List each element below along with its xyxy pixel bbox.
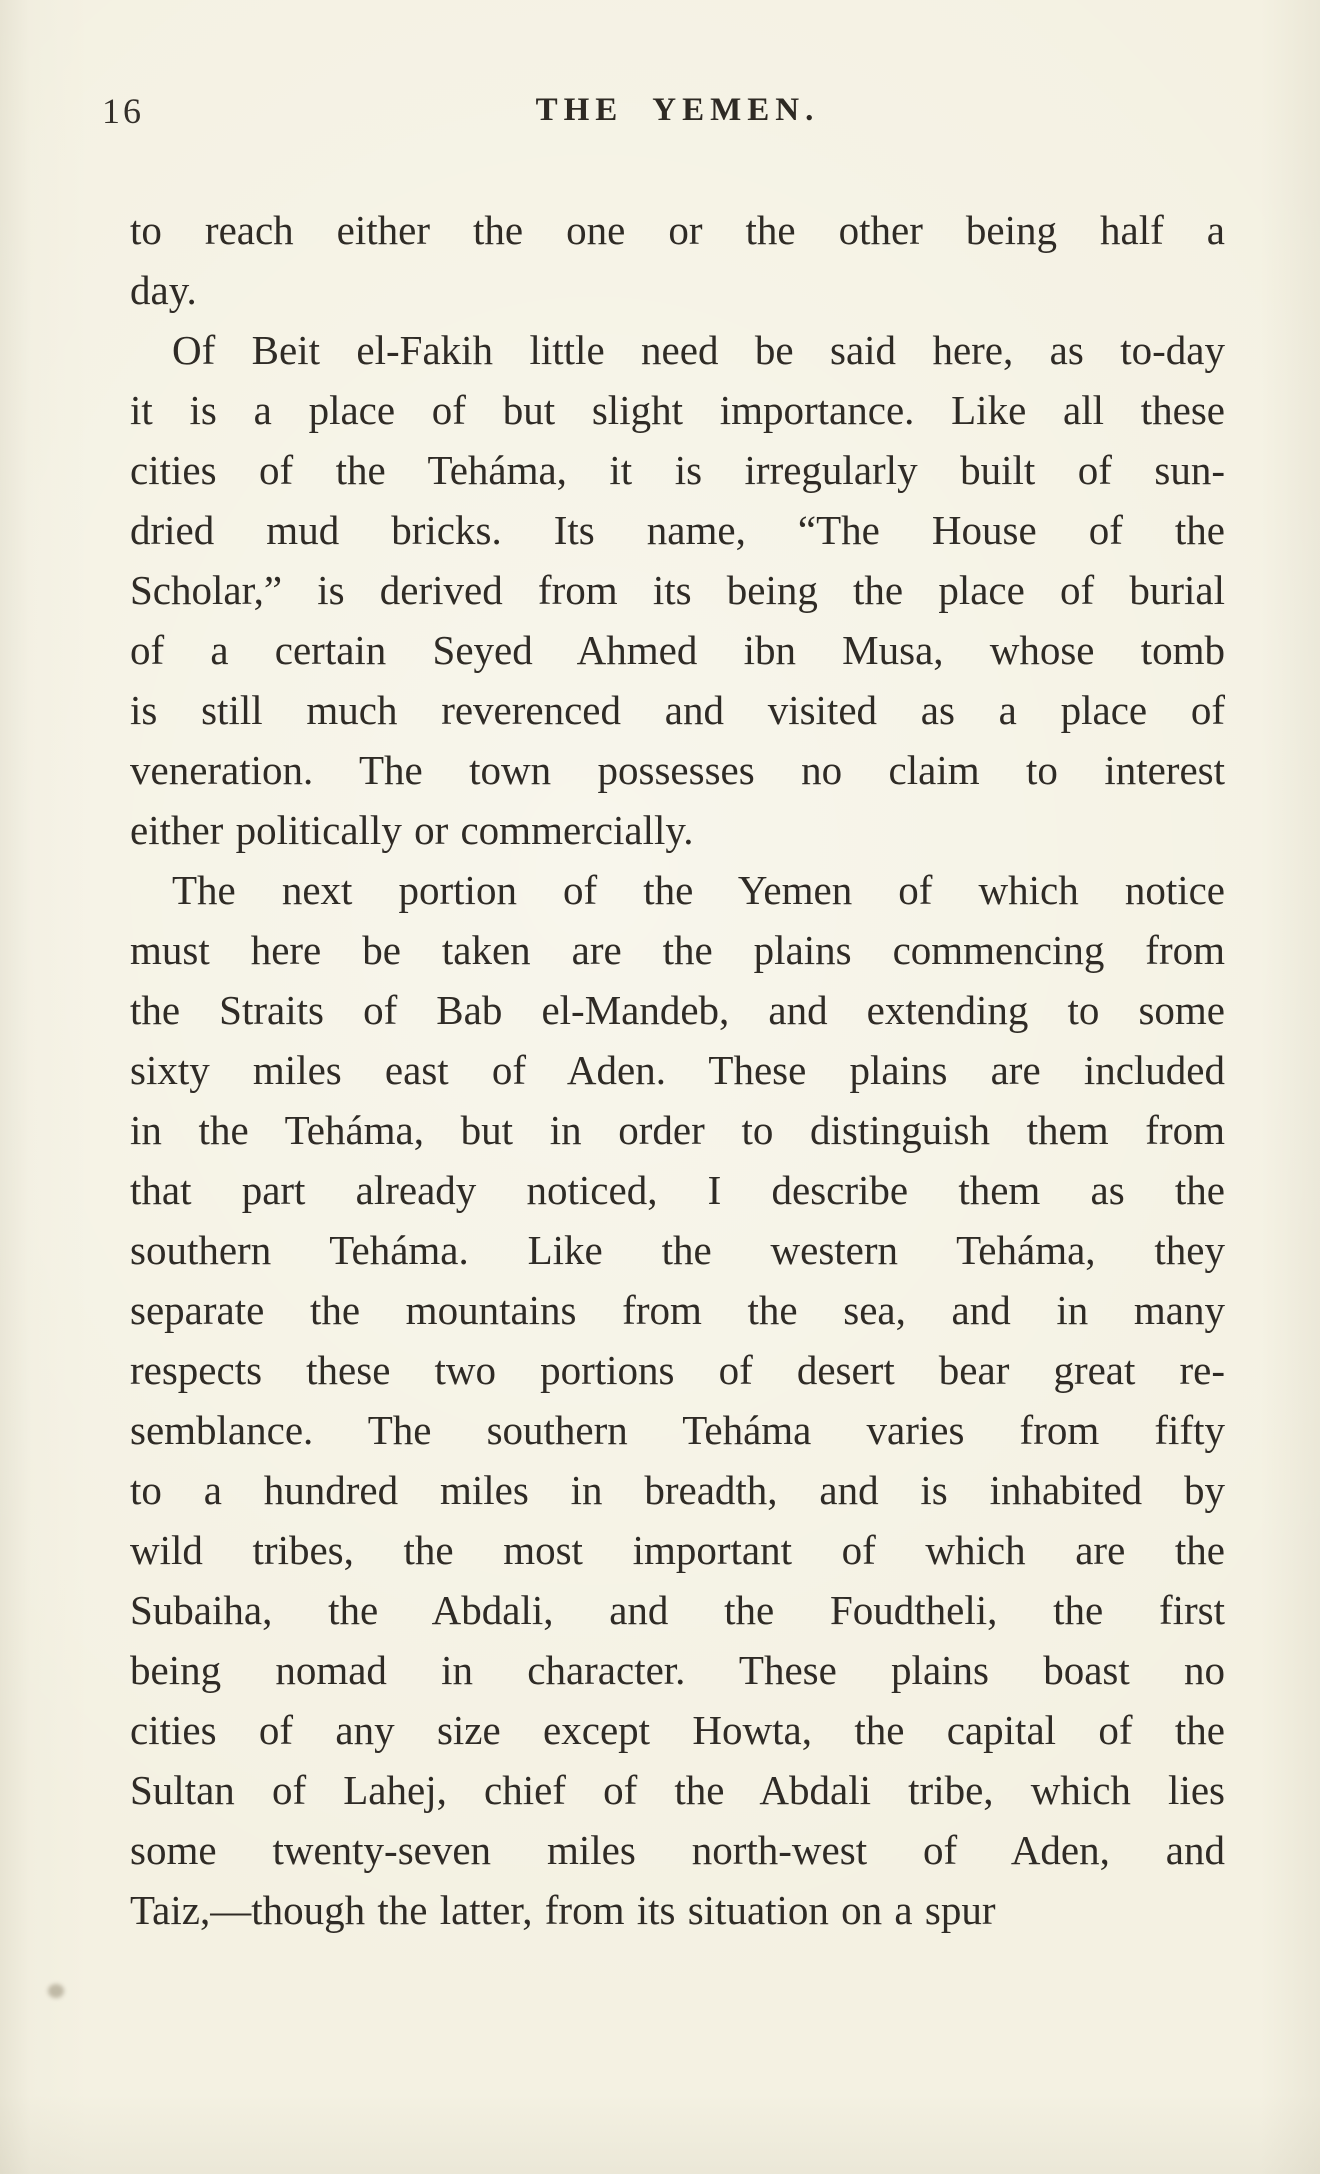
text-line: dried mud bricks. Its name, “The House of the [130,507,1225,553]
text-line: of a certain Seyed Ahmed ibn Musa, whose tomb [130,627,1225,673]
text-line: is still much reverenced and visited as a place of [130,687,1225,733]
text-line: either politically or commercially. [130,807,694,853]
text-line: semblance. The southern Teháma varies from fifty [130,1407,1225,1453]
page-header [0,0,1320,138]
header-title: THE YEMEN. [535,92,820,128]
page-number: 16 [102,91,144,131]
text-line: Sultan of Lahej, chief of the Abdali tribe, which lies [130,1767,1225,1813]
text-line: in the Teháma, but in order to distinguish them from [130,1107,1225,1153]
text-line: the Straits of Bab el-Mandeb, and extending to some [130,987,1225,1033]
text-line: Of Beit el-Fakih little need be said here, as to-day [172,327,1225,373]
text-line: to a hundred miles in breadth, and is inhabited by [130,1467,1225,1513]
text-line: Subaiha, the Abdali, and the Foudtheli, the first [130,1587,1225,1633]
text-line: some twenty-seven miles north-west of Aden, and [130,1827,1225,1873]
text-line: to reach either the one or the other being half a [130,207,1225,253]
paragraph [130,320,1225,860]
text-line: Scholar,” is derived from its being the place of burial [130,567,1225,613]
paragraph [130,860,1225,1940]
text-line: being nomad in character. These plains boast no [130,1647,1225,1693]
text-line: separate the mountains from the sea, and in many [130,1287,1225,1333]
text-line: sixty miles east of Aden. These plains are included [130,1047,1225,1093]
paragraph [130,200,1225,320]
text-line: day. [130,267,197,313]
text-line: southern Teháma. Like the western Teháma, they [130,1227,1225,1273]
text-line: cities of any size except Howta, the capital of the [130,1707,1225,1753]
text-line: wild tribes, the most important of which are the [130,1527,1225,1573]
page-speck [48,1984,64,1998]
text-line: Taiz,—though the latter, from its situation on a spur [130,1887,996,1933]
text-line: must here be taken are the plains commencing from [130,927,1225,973]
page-body [130,200,1225,1940]
text-line: respects these two portions of desert bear great re- [130,1347,1225,1393]
text-line: The next portion of the Yemen of which notice [172,867,1225,913]
text-line: it is a place of but slight importance. Like all these [130,387,1225,433]
text-line: cities of the Teháma, it is irregularly built of sun- [130,447,1225,493]
text-line: that part already noticed, I describe them as the [130,1167,1225,1213]
text-line: veneration. The town possesses no claim to interest [130,747,1225,793]
